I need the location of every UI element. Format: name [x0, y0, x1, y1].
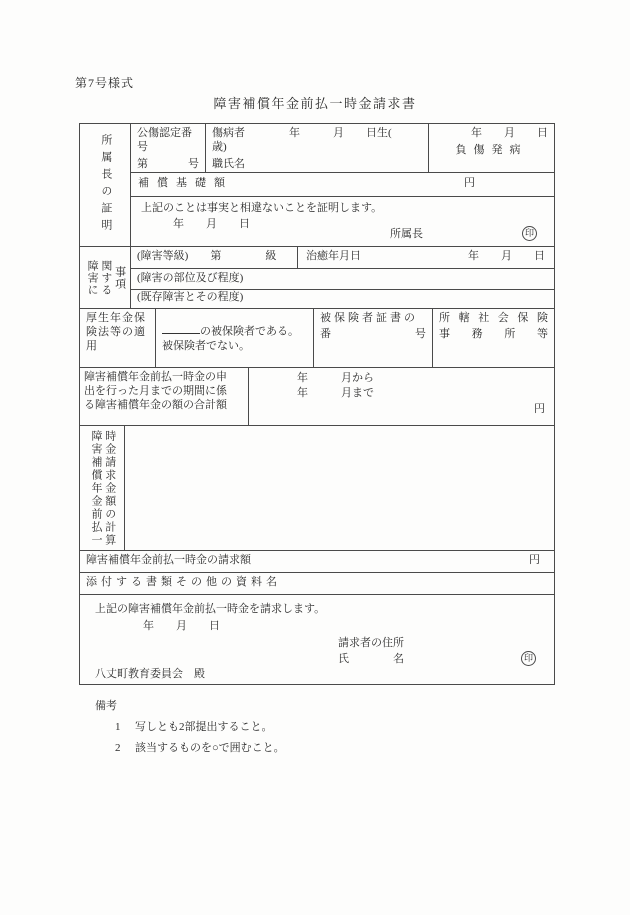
patient-birth-line: 傷病者 年 月 日生( 歳) — [212, 127, 414, 153]
side-label-text: 所属長の証明 — [99, 134, 112, 236]
cert-book-no-left: 番 — [320, 327, 331, 340]
request-statement: 上記の障害補償年金前払一時金を請求します。 — [95, 603, 326, 615]
note-text: 該当するものを○で囲むこと。 — [135, 741, 285, 754]
cell-healed-date — [298, 247, 554, 269]
notes-section — [95, 700, 285, 755]
note-text: 写しとも2部提出すること。 — [135, 720, 273, 733]
patient-name-label: 職氏名 — [212, 157, 245, 170]
cell-total-label — [80, 368, 249, 426]
cell-base-amount — [131, 173, 554, 197]
note-item — [95, 742, 285, 756]
side-label-col: 関する — [99, 259, 112, 296]
cell-disability-part — [131, 269, 554, 290]
total-label-line: る障害補償年金の額の合計額 — [84, 398, 227, 411]
page-title: 障害補償年金前払一時金請求書 — [213, 96, 417, 111]
total-unit: 円 — [534, 402, 545, 415]
cell-claim-amount — [80, 551, 554, 573]
onset-date-line: 年 月 日 — [471, 127, 548, 139]
total-from-line: 年 月から — [297, 372, 374, 384]
cert-date-line: 年 月 日 — [173, 218, 250, 230]
base-amount-label: 補償基礎額 — [138, 177, 233, 189]
requester-seal-icon: 印 — [521, 651, 536, 666]
cell-patient — [206, 124, 429, 173]
total-label-line: 出を行った月までの期間に係 — [84, 384, 227, 397]
cell-total-value — [249, 368, 554, 426]
requester-address-label: 請求者の住所 — [338, 637, 404, 649]
side-label-col: 障害に — [86, 259, 99, 296]
cell-existing-disability — [131, 290, 554, 309]
cert-statement: 上記のことは事実と相違ないことを証明します。 — [141, 202, 383, 214]
existing-label: (既存障害とその程度) — [137, 291, 244, 303]
form-code: 第7号様式 — [75, 76, 135, 90]
side-label-calculation — [80, 426, 125, 551]
cell-onset — [429, 124, 554, 173]
note-number: 1 — [115, 720, 121, 733]
cell-disability-grade — [131, 247, 298, 269]
claim-amount-unit: 円 — [529, 554, 540, 566]
cell-request — [80, 595, 554, 684]
request-date-line: 年 月 日 — [143, 620, 220, 632]
cell-pension-options — [156, 309, 314, 368]
cell-certification — [131, 197, 554, 247]
attachments-label: 添付する書類その他の資料名 — [86, 576, 281, 588]
onset-label: 負傷発病 — [455, 143, 528, 156]
pension-option-not-insured: 被保険者でない。 — [162, 340, 250, 353]
healed-label: 治癒年月日 — [306, 250, 361, 262]
office-line2: 事務所等 — [439, 327, 548, 340]
claim-amount-label: 障害補償年金前払一時金の請求額 — [86, 554, 251, 566]
note-item — [95, 721, 285, 735]
total-label-line: 障害補償年金前払一時金の申 — [84, 371, 227, 383]
total-to-line: 年 月まで — [297, 386, 374, 399]
cell-social-insurance-office — [433, 309, 554, 368]
requester-name-line: 氏 名 — [338, 653, 404, 665]
note-number: 2 — [115, 741, 121, 754]
chief-seal-icon: 印 — [522, 226, 537, 241]
injury-cert-no-prefix: 第 — [137, 157, 148, 170]
side-label-col: 事項 — [113, 265, 126, 290]
side-label-col: 時金請求金額の計算 — [103, 429, 116, 547]
cert-book-line1: 被保険者証書の — [320, 312, 418, 324]
office-line1: 所轄社会保険 — [439, 312, 548, 324]
insured-option-text: の被保険者である。 — [200, 325, 299, 338]
side-label-disability — [80, 247, 131, 309]
side-label-col: 障害補償年金前払一 — [90, 429, 102, 547]
part-label: (障害の部位及び程度) — [137, 272, 244, 284]
side-label-affiliation-cert — [80, 124, 131, 247]
notes-title: 備考 — [95, 700, 117, 712]
grade-line: (障害等級) 第 級 — [137, 250, 277, 262]
injury-cert-no-label: 公傷認定番号 — [137, 127, 192, 153]
healed-date-line: 年 月 日 — [468, 250, 545, 262]
fill-in-blank — [162, 323, 200, 334]
addressee: 八丈町教育委員会 殿 — [95, 668, 205, 680]
base-amount-unit: 円 — [464, 177, 475, 189]
cell-calculation-body — [125, 426, 554, 551]
cell-pension-act-label — [80, 309, 156, 368]
pension-act-label: 厚生年金保険法等の適用 — [86, 312, 146, 352]
cell-insured-cert-book — [314, 309, 433, 368]
cell-attachments — [80, 573, 554, 595]
cert-book-no-right: 号 — [415, 327, 426, 340]
cell-injury-cert-no — [131, 124, 206, 173]
form-table — [79, 123, 555, 685]
pension-option-insured — [156, 309, 313, 339]
injury-cert-no-suffix: 号 — [188, 157, 199, 170]
chief-label: 所属長 — [390, 228, 423, 240]
